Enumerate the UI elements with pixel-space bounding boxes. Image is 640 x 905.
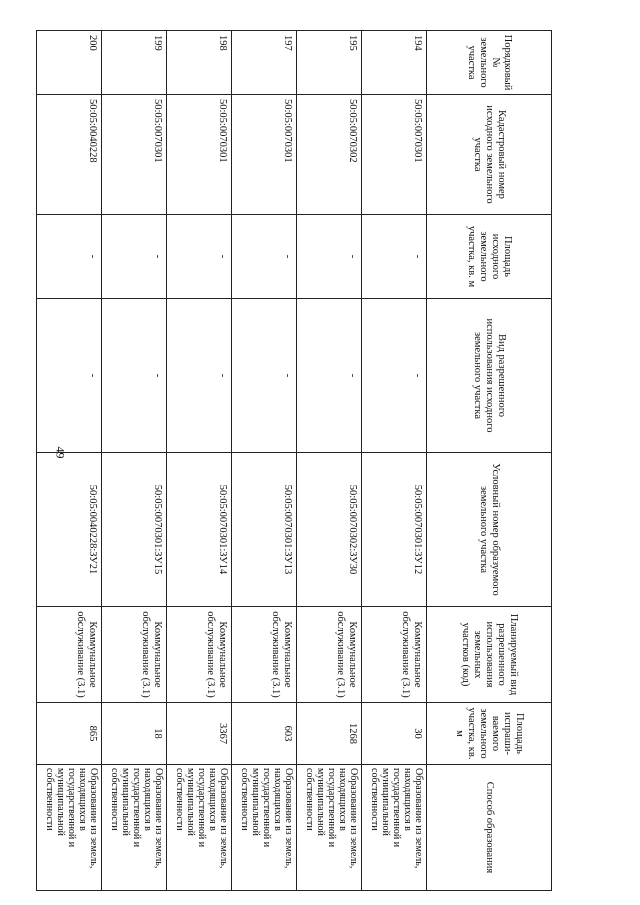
source-use-cell: - (102, 299, 167, 453)
conditional-number-cell: 50:05:0070301:ЗУ12 (362, 453, 427, 607)
cadastral-number-cell: 50:05:0070302 (297, 95, 362, 215)
source-area-cell: - (297, 215, 362, 299)
table-row (362, 31, 427, 891)
source-area-cell: - (102, 215, 167, 299)
header-cell: Планируемый вид разрешенного использования земельных участков (код) (427, 607, 552, 703)
conditional-number-cell: 50:05:0070302:ЗУ30 (297, 453, 362, 607)
table-row (102, 31, 167, 891)
source-area-cell: - (167, 215, 232, 299)
plot-number-cell: 195 (297, 31, 362, 95)
cadastral-number-cell: 50:05:0070301 (102, 95, 167, 215)
source-use-cell: - (37, 299, 102, 453)
requested-area-cell: 603 (232, 703, 297, 765)
requested-area-cell: 865 (37, 703, 102, 765)
header-cell: Площадь испраши-ваемого земельного участка, кв. м (427, 703, 552, 765)
cadastral-number-cell: 50:05:0070301 (232, 95, 297, 215)
formation-method-cell: Образование из земель, находящихся в государственной и муниципальной собственности (297, 765, 362, 891)
table-row (232, 31, 297, 891)
planned-use-cell: Коммунальное обслуживание (3.1) (232, 607, 297, 703)
source-use-cell: - (232, 299, 297, 453)
header-cell: Площадь исходного земельного участка, кв. м (427, 215, 552, 299)
conditional-number-cell: 50:05:0040228:ЗУ21 (37, 453, 102, 607)
header-cell: Вид разрешенного использования исходного земельного участка (427, 299, 552, 453)
plot-number-cell: 198 (167, 31, 232, 95)
formation-method-cell: Образование из земель, находящихся в государственной и муниципальной собственности (362, 765, 427, 891)
conditional-number-cell: 50:05:0070301:ЗУ14 (167, 453, 232, 607)
table-header-row (427, 31, 552, 891)
table-row (37, 31, 102, 891)
table-row (167, 31, 232, 891)
planned-use-cell: Коммунальное обслуживание (3.1) (297, 607, 362, 703)
requested-area-cell: 18 (102, 703, 167, 765)
cadastral-number-cell: 50:05:0070301 (362, 95, 427, 215)
plot-number-cell: 199 (102, 31, 167, 95)
planned-use-cell: Коммунальное обслуживание (3.1) (37, 607, 102, 703)
formation-method-cell: Образование из земель, находящихся в государственной и муниципальной собственности (102, 765, 167, 891)
header-cell: Порядковый № земельного участка (427, 31, 552, 95)
header-cell: Кадастровый номер исходного земельного участка (427, 95, 552, 215)
page-number-text: 49 (53, 446, 68, 459)
requested-area-cell: 3367 (167, 703, 232, 765)
plot-number-cell: 197 (232, 31, 297, 95)
header-cell: Способ образования (427, 765, 552, 891)
planned-use-cell: Коммунальное обслуживание (3.1) (362, 607, 427, 703)
source-area-cell: - (37, 215, 102, 299)
plot-number-cell: 194 (362, 31, 427, 95)
cadastral-number-cell: 50:05:0070301 (167, 95, 232, 215)
cadastral-number-cell: 50:05:0040228 (37, 95, 102, 215)
source-area-cell: - (362, 215, 427, 299)
source-use-cell: - (297, 299, 362, 453)
formation-method-cell: Образование из земель, находящихся в государственной и муниципальной собственности (232, 765, 297, 891)
conditional-number-cell: 50:05:0070301:ЗУ15 (102, 453, 167, 607)
planned-use-cell: Коммунальное обслуживание (3.1) (167, 607, 232, 703)
source-use-cell: - (167, 299, 232, 453)
conditional-number-cell: 50:05:0070301:ЗУ13 (232, 453, 297, 607)
formation-method-cell: Образование из земель, находящихся в государственной и муниципальной собственности (167, 765, 232, 891)
requested-area-cell: 30 (362, 703, 427, 765)
source-area-cell: - (232, 215, 297, 299)
source-use-cell: - (362, 299, 427, 453)
land-plot-table (36, 30, 552, 891)
planned-use-cell: Коммунальное обслуживание (3.1) (102, 607, 167, 703)
table-row (297, 31, 362, 891)
formation-method-cell: Образование из земель, находящихся в государственной и муниципальной собственности (37, 765, 102, 891)
requested-area-cell: 1268 (297, 703, 362, 765)
plot-number-cell: 200 (37, 31, 102, 95)
header-cell: Условный номер образуемого земельного участка (427, 453, 552, 607)
